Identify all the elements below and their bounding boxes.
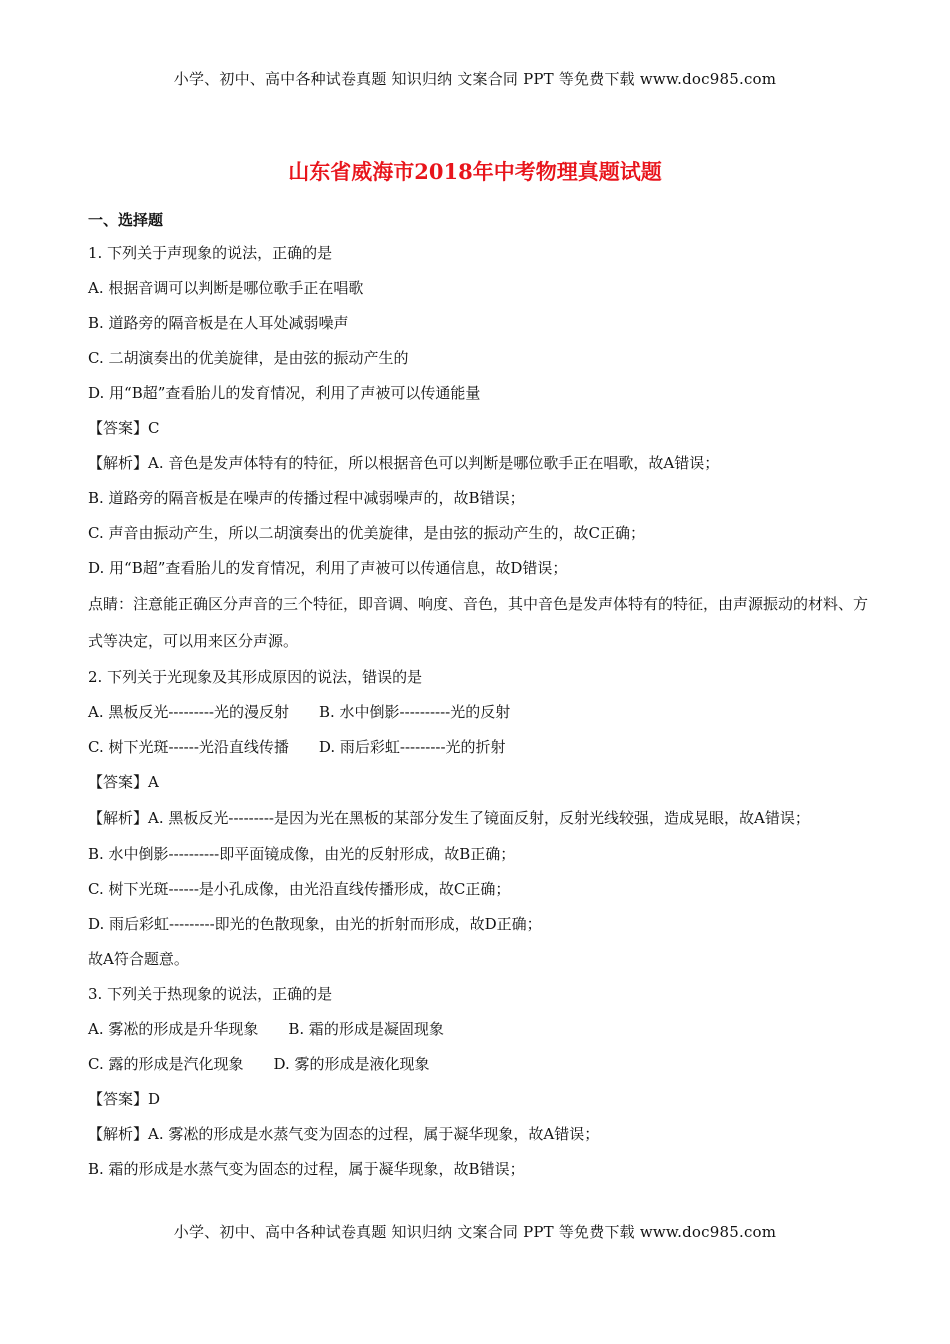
q2-option-d: D. 雨后彩虹---------光的折射	[318, 738, 506, 756]
q1-option-a: A. 根据音调可以判断是哪位歌手正在唱歌	[88, 279, 364, 297]
q2-explanation-c: C. 树下光斑------是小孔成像，由光沿直线传播形成，故C正确；	[88, 880, 511, 898]
q1-answer: 【答案】C	[88, 419, 160, 437]
q1-stem: 1. 下列关于声现象的说法，正确的是	[88, 244, 333, 262]
section-heading: 一、选择题	[88, 211, 164, 229]
page-title: 山东省威海市2018年中考物理真题试题	[288, 159, 662, 184]
q3-option-b: B. 霜的形成是凝固现象	[288, 1020, 444, 1038]
q1-option-d: D. 用“B超”查看胎儿的发育情况，利用了声被可以传通能量	[88, 384, 481, 402]
q2-option-a: A. 黑板反光---------光的漫反射	[88, 703, 289, 721]
q2-option-c: C. 树下光斑------光沿直线传播	[88, 738, 289, 756]
q3-explanation-a: 【解析】A. 雾凇的形成是水蒸气变为固态的过程，属于凝华现象，故A错误；	[88, 1125, 600, 1143]
document-body	[88, 236, 868, 1187]
q2-explanation-a: 【解析】A. 黑板反光---------是因为光在黑板的某部分发生了镜面反射，反射光线较强，造成晃眼，故A错误；	[88, 809, 810, 827]
q2-explanation-d: D. 雨后彩虹---------即光的色散现象，由光的折射而形成，故D正确；	[88, 915, 542, 933]
q1-explanation-a: 【解析】A. 音色是发声体特有的特征，所以根据音色可以判断是哪位歌手正在唱歌，故A错误；	[88, 454, 720, 472]
q2-option-b: B. 水中倒影----------光的反射	[319, 703, 511, 721]
q2-conclusion: 故A符合题意。	[88, 950, 189, 968]
q3-stem: 3. 下列关于热现象的说法，正确的是	[88, 985, 333, 1003]
q3-option-a: A. 雾凇的形成是升华现象	[88, 1020, 259, 1038]
page-footer: 小学、初中、高中各种试卷真题 知识归纳 文案合同 PPT 等免费下载 www.doc985.com	[173, 1223, 777, 1241]
q1-option-b: B. 道路旁的隔音板是在人耳处减弱噪声	[88, 314, 349, 332]
q3-option-d: D. 雾的形成是液化现象	[273, 1055, 430, 1073]
page-header: 小学、初中、高中各种试卷真题 知识归纳 文案合同 PPT 等免费下载 www.doc985.com	[173, 70, 777, 88]
q3-option-c: C. 露的形成是汽化现象	[88, 1055, 244, 1073]
q2-options-ab	[88, 695, 868, 730]
q2-explanation-b: B. 水中倒影----------即平面镜成像，由光的反射形成，故B正确；	[88, 845, 516, 863]
q3-explanation-b: B. 霜的形成是水蒸气变为固态的过程，属于凝华现象，故B错误；	[88, 1160, 525, 1178]
q1-explanation-d: D. 用“B超”查看胎儿的发育情况，利用了声被可以传通信息，故D错误；	[88, 559, 568, 577]
q2-answer: 【答案】A	[88, 773, 159, 791]
q1-tip: 点睛：注意能正确区分声音的三个特征，即音调、响度、音色，其中音色是发声体特有的特征，由声源振动的材料、方式等决定，可以用来区分声源。	[88, 595, 869, 650]
q3-answer: 【答案】D	[88, 1090, 161, 1108]
q3-options-cd	[88, 1047, 868, 1082]
q1-option-c: C. 二胡演奏出的优美旋律，是由弦的振动产生的	[88, 349, 409, 367]
q1-explanation-c: C. 声音由振动产生，所以二胡演奏出的优美旋律，是由弦的振动产生的，故C正确；	[88, 524, 645, 542]
q3-options-ab	[88, 1012, 868, 1047]
q2-options-cd	[88, 730, 868, 765]
q2-stem: 2. 下列关于光现象及其形成原因的说法，错误的是	[88, 668, 423, 686]
q1-explanation-b: B. 道路旁的隔音板是在噪声的传播过程中减弱噪声的，故B错误；	[88, 489, 525, 507]
